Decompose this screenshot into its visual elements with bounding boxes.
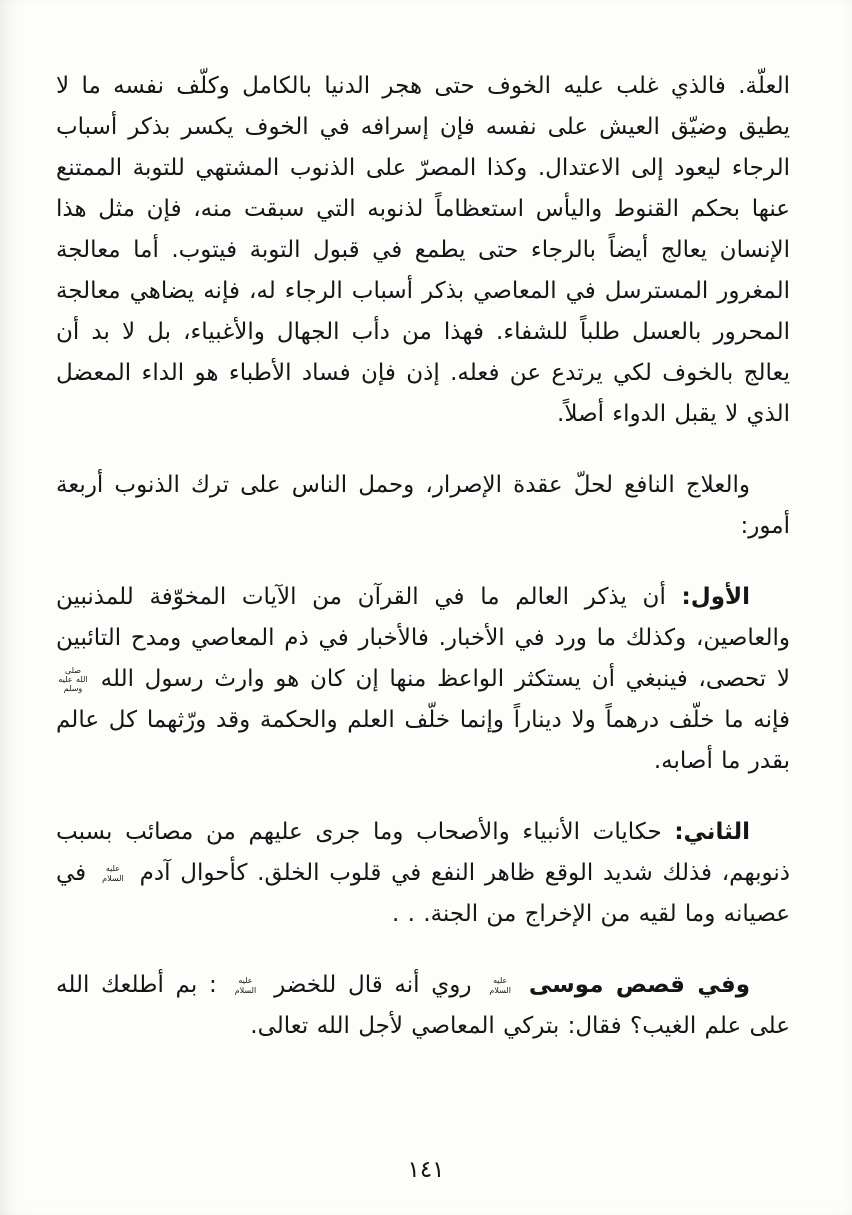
paragraph-lead-musa: وفي قصص موسى: [528, 972, 751, 998]
paragraph-lead-first: الأول:: [681, 584, 751, 610]
paragraph-lead-second: الثاني:: [674, 819, 750, 845]
paragraph-musa-story: [56, 965, 790, 1047]
pbuh-medallion-icon: صلى الله عليه وسلم: [58, 665, 88, 694]
page-text: [56, 66, 790, 1047]
paragraph-continuation: العلّة. فالذي غلب عليه الخوف حتى هجر الدنيا بالكامل وكلّف نفسه ما لا يطيق وضيّق العيش على نفسه فإن إسرافه في الخوف يكسر بذكر أسباب الرجاء ليعود إلى الاعتدال. وكذا المصرّ على الذنوب المشتهي للتوبة الممتنع عنها بحكم القنوط واليأس استعظاماً لذنوبه التي سبقت منه، فإن مثل هذا الإنسان يعالج أيضاً بالرجاء حتى يطمع في قبول التوبة فيتوب. أما معالجة المغرور المسترسل في المعاصي بذكر أسباب الرجاء له، فإنه يضاهي معالجة المحرور بالعسل طلباً للشفاء. فهذا من دأب الجهال والأغبياء، بل لا بد أن يعالج بالخوف لكي يرتدع عن فعله. إذن فإن فساد الأطباء هو الداء المعضل الذي لا يقبل الدواء أصلاً.: [56, 73, 790, 427]
paragraph-body: روي أنه قال للخضر: [274, 972, 472, 998]
paragraph-body: أن يذكر العالم ما في القرآن من الآيات المخوّفة للمذنبين والعاصين، وكذلك ما ورد في الأخبار. فالأخبار في ذم المعاصي ومدح التائبين لا تحصى، فينبغي أن يستكثر الواعظ منها إن كان هو وارث رسول الله: [56, 584, 790, 692]
paragraph-second-matter: [56, 812, 790, 935]
paragraph-body: حكايات الأنبياء والأصحاب وما جرى عليهم من مصائب بسبب ذنوبهم، فذلك شديد الوقع ظاهر النفع في قلوب الخلق. كأحوال آدم: [56, 819, 791, 886]
paragraph-first-matter: [56, 577, 790, 782]
paragraph-remedy-intro: والعلاج النافع لحلّ عقدة الإصرار، وحمل الناس على ترك الذنوب أربعة أمور:: [56, 472, 790, 539]
alayhis-salam-medallion-icon: عليه السلام: [489, 976, 511, 995]
page-number: ١٤١: [407, 1157, 445, 1183]
paragraph-body: : بم أطلعك الله على علم الغيب؟ فقال: بتركي المعاصي لأجل الله تعالى.: [56, 972, 790, 1039]
alayhis-salam-medallion-icon: عليه السلام: [102, 864, 124, 883]
paragraph-body: في عصيانه وما لقيه من الإخراج من الجنة. . .: [56, 860, 790, 927]
alayhis-salam-medallion-icon: عليه السلام: [234, 976, 257, 995]
paragraph-body: فإنه ما خلّف درهماً ولا ديناراً وإنما خلّف العلم والحكمة وقد ورّثهما كل عالم بقدر ما أصابه.: [56, 707, 790, 774]
